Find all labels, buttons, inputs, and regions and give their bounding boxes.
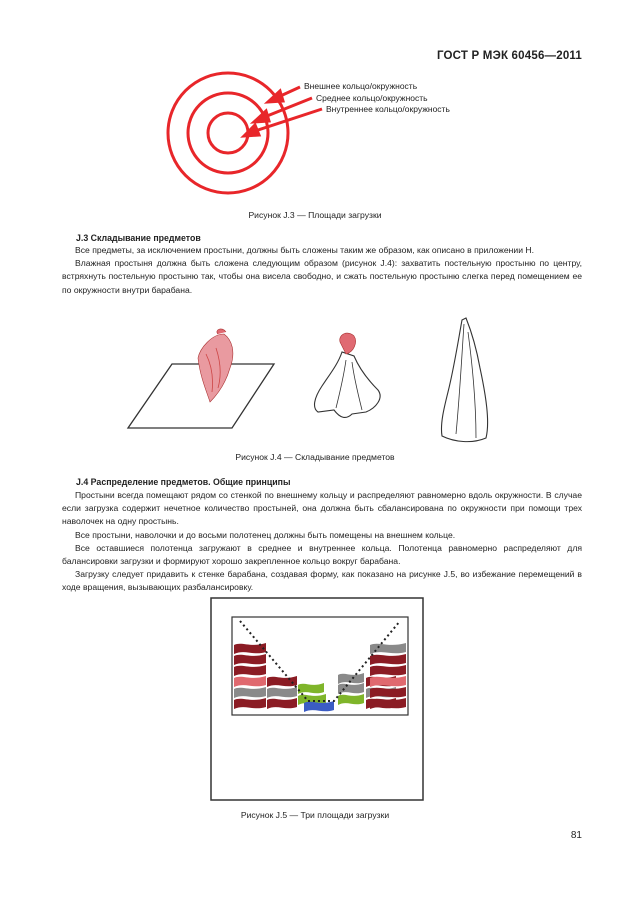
shaken-sheet: [315, 333, 381, 417]
standard-header: ГОСТ Р МЭК 60456—2011: [436, 50, 582, 62]
hand-grabbing-sheet: [198, 329, 233, 402]
paragraph: Все простыни, наволочки и до восьми полотенец должны быть помещены на внешнем кольце.: [75, 529, 456, 540]
compressed-sheet: [441, 318, 487, 442]
section-j4-body: [62, 489, 582, 595]
page-number: 81: [570, 830, 582, 841]
section-j3-body: [62, 244, 582, 297]
figure-j5-caption: Рисунок J.5 — Три площади загрузки: [240, 810, 390, 820]
figure-j4-caption: Рисунок J.4 — Складывание предметов: [235, 452, 395, 462]
paragraph: Все предметы, за исключением простыни, должны быть сложены таким же образом, как описано в приложении H.: [75, 245, 534, 255]
label-middle-ring: Среднее кольцо/окружность: [316, 93, 428, 103]
paragraph: Загрузку следует придавить к стенке барабана, создавая форму, как показано на рисунке J.5, во избежание перемещений в ходе вращения, вызывающих разбалансировку.: [62, 569, 582, 593]
section-j3-heading: J.3 Складывание предметов: [76, 233, 201, 243]
paragraph: Простыни всегда помещают рядом со стенкой по внешнему кольцу и распределяют равномерно вдоль окружности. В случае если загрузка содержит нечетное количество простыней, она должна быть сбалансирована по окружности при помощи трех наволочек на одну простынь.: [62, 490, 582, 527]
figure-j3-rings: [0, 70, 630, 205]
paragraph: Все оставшиеся полотенца загружают в среднее и внутреннее кольца. Полотенца равномерно распределяют для балансировки загрузки и формируют хорошо закрепленное кольцо вокруг барабана.: [62, 542, 582, 567]
section-j4-heading: J.4 Распределение предметов. Общие принципы: [76, 477, 291, 487]
outer-ring: [168, 73, 288, 193]
label-outer-ring: Внешнее кольцо/окружность: [304, 81, 418, 91]
figure-j3-caption: Рисунок J.3 — Площади загрузки: [248, 210, 382, 220]
label-inner-ring: Внутреннее кольцо/окружность: [326, 104, 450, 114]
figure-j5-load-areas: [210, 597, 424, 801]
inner-ring: [208, 113, 248, 153]
paragraph: Влажная простыня должна быть сложена следующим образом (рисунок J.4): захватить постельную простыню по центру, встряхнуть постельную простыню так, чтобы она висела свободно, и сжать постельную простыню слегка перед помещением ее по окружности внутри барабана.: [62, 258, 582, 295]
figure-j4-folding: [0, 312, 630, 452]
